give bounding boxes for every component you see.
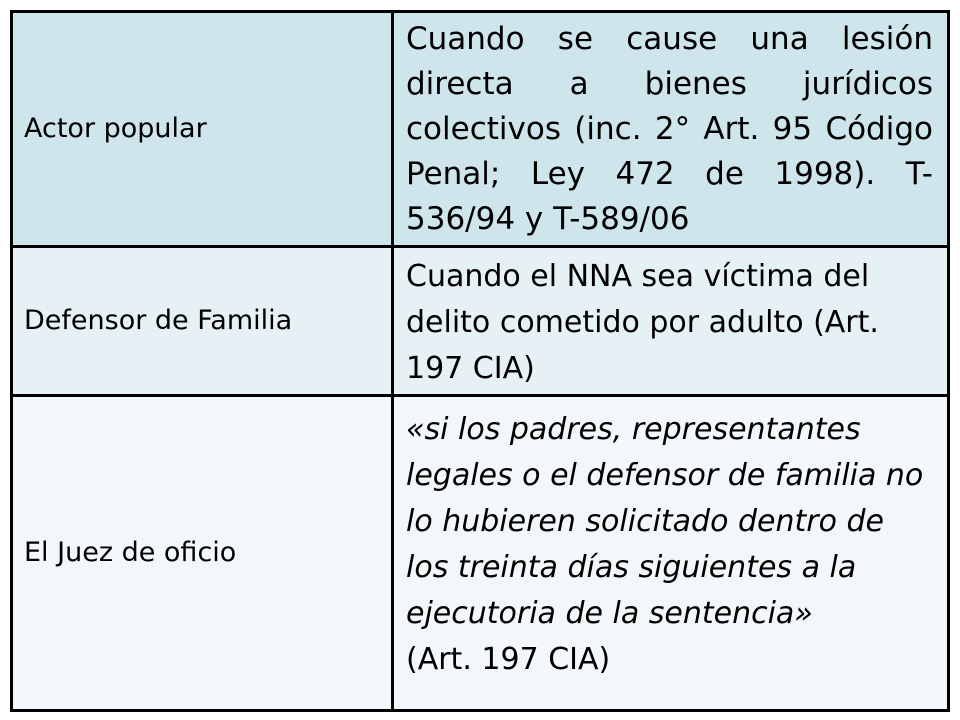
row-content-juez-de-oficio	[394, 397, 947, 709]
row-content-actor-popular: Cuando se cause una lesión directa a bienes jurídicos colectivos (inc. 2° Art. 95 Código Penal; Ley 472 de 1998). T-536/94 y T-589/06	[394, 13, 947, 245]
row-label-actor-popular: Actor popular	[13, 13, 391, 245]
legitimation-table	[10, 10, 950, 712]
article-reference: (Art. 197 CIA)	[406, 642, 611, 677]
row-label-defensor-de-familia: Defensor de Familia	[13, 248, 391, 394]
row-label-juez-de-oficio: El Juez de oficio	[13, 397, 391, 709]
row-content-defensor-de-familia: Cuando el NNA sea víctima del delito cometido por adulto (Art. 197 CIA)	[394, 248, 947, 394]
quoted-text: «si los padres, representantes legales o el defensor de familia no lo hubieren solicitado dentro de los treinta días siguientes a la ejecutoria de la sentencia»	[406, 412, 924, 631]
